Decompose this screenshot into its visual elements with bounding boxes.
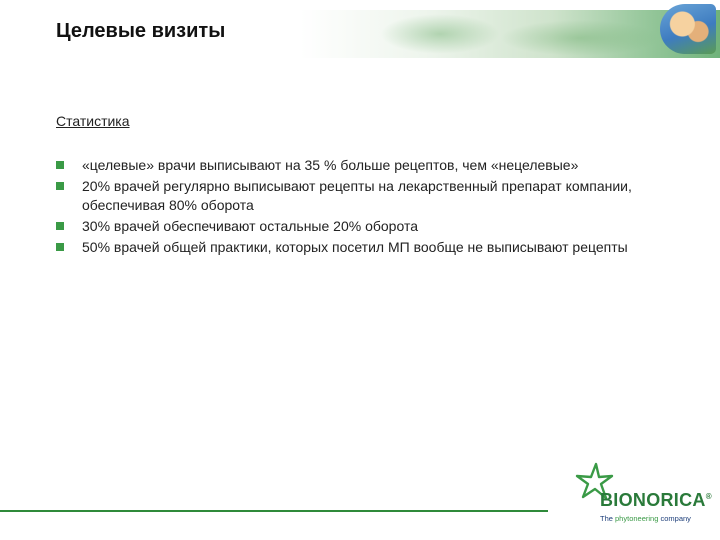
bullet-text: 30% врачей обеспечивают остальные 20% оборота	[82, 218, 418, 234]
section-heading: Статистика	[56, 113, 130, 129]
logo-tagline: The phytoneering company	[600, 514, 691, 523]
bullet-item	[56, 217, 666, 236]
bullet-square-icon	[56, 222, 64, 230]
bionorica-logo	[572, 462, 712, 528]
bullet-item	[56, 177, 666, 215]
bullet-text: 50% врачей общей практики, которых посетил МП вообще не выписывают рецепты	[82, 239, 628, 255]
bullet-square-icon	[56, 182, 64, 190]
header-photo	[660, 4, 716, 54]
logo-wordmark: BIONORICA®	[600, 490, 712, 510]
bullet-item	[56, 156, 666, 175]
page-title: Целевые визиты	[56, 20, 226, 42]
header-decorative-band	[300, 10, 720, 58]
bullet-list	[56, 156, 666, 259]
bullet-square-icon	[56, 161, 64, 169]
bullet-text: 20% врачей регулярно выписывают рецепты на лекарственный препарат компании, обеспечивая 80% оборота	[82, 178, 632, 213]
bullet-square-icon	[56, 243, 64, 251]
bullet-item	[56, 238, 666, 257]
footer-rule	[0, 510, 548, 512]
bullet-text: «целевые» врачи выписывают на 35 % больше рецептов, чем «нецелевые»	[82, 157, 579, 173]
